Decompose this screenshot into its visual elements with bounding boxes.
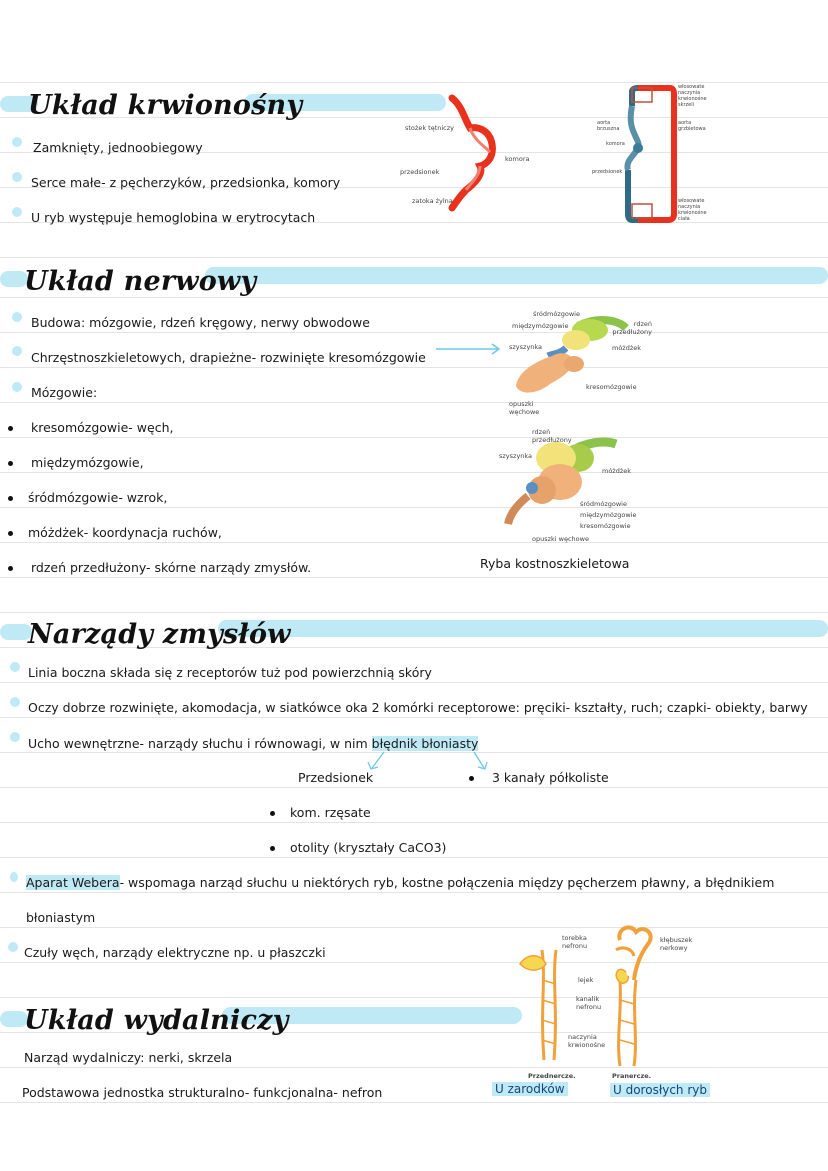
nephron-label-capsule: torebka nefronu [562, 934, 588, 950]
bullet-dot [12, 172, 22, 182]
label-body-capillaries: włosowate naczynia krwionośne ciała [678, 198, 707, 222]
circulatory-item-2: Serce małe- z pęcherzyków, przedsionka, komory [31, 175, 341, 190]
fish-heart-diagram [440, 92, 520, 210]
shark-brain-diagram [508, 306, 628, 406]
bullet-dot [8, 942, 18, 952]
inner-ear-highlight: błędnik błoniasty [371, 736, 479, 751]
brain-part-1: kresomózgowie- węch, [31, 420, 174, 435]
nervous-item-1: Budowa: mózgowie, rdzeń kręgowy, nerwy obwodowe [31, 315, 370, 330]
title-highlight-right [218, 620, 828, 637]
brain1-label-diencephalon: międzymózgowie [512, 322, 569, 330]
weber-text: - wspomaga narząd słuchu u niektórych ryb, kostne połączenia między pęcherzem pławny, a błędnikiem [119, 875, 775, 890]
brain1-label-medulla: rdzeń przedłużony [612, 320, 652, 336]
weber-highlight: Aparat Webera [26, 875, 120, 890]
brain1-label-telencephalon: kresomózgowie [586, 383, 637, 391]
bullet-black [8, 566, 13, 571]
bullet-black [8, 426, 13, 431]
circulatory-item-1: Zamknięty, jednoobiegowy [33, 140, 203, 155]
brain1-label-cerebellum: móżdżek [612, 344, 642, 352]
bullet-dot [12, 382, 22, 392]
vestibule-item-2: otolity (kryształy CaCO3) [290, 840, 447, 855]
tag-embryo: U zarodków [492, 1082, 568, 1096]
title-highlight-right [205, 267, 828, 284]
nephron-label-pronephros: Przednercze. [528, 1072, 576, 1080]
label-circuit-atrium: przedsionek [592, 169, 623, 175]
bullet-black [270, 846, 275, 851]
section-title-circulatory: Układ krwionośny [28, 90, 303, 121]
canals-label: 3 kanały półkoliste [492, 770, 609, 785]
label-ventral-aorta: aorta brzuszna [597, 120, 620, 132]
nephron-label-funnel: lejek [578, 976, 594, 984]
brain-part-5: rdzeń przedłużony- skórne narządy zmysłów. [31, 560, 312, 575]
tag-adult: U dorosłych ryb [610, 1083, 710, 1097]
section-title-senses: Narządy zmysłów [28, 619, 291, 650]
brain1-label-pineal: szyszynka [509, 343, 543, 351]
inner-ear-text: Ucho wewnętrzne- narządy słuchu i równowagi, w nim [28, 736, 372, 751]
bullet-dot [10, 872, 18, 882]
senses-lateral-line: Linia boczna składa się z receptorów tuż pod powierzchnią skóry [28, 665, 432, 680]
senses-weber-cont: błoniastym [26, 910, 96, 925]
bullet-black [270, 811, 275, 816]
brain2-label-medulla: rdzeń przedłużony [532, 428, 572, 444]
nephron-label-mesonephros: Pranercze. [612, 1072, 652, 1080]
label-atrium: przedsionek [400, 168, 440, 176]
section-title-excretory: Układ wydalniczy [24, 1005, 289, 1036]
senses-smell: Czuły węch, narządy elektryczne np. u płaszczki [24, 945, 326, 960]
brain2-label-olfactory: opuszki węchowe [532, 535, 589, 543]
brain2-label-cerebellum: móżdżek [602, 467, 632, 475]
arrow-right-icon [436, 342, 502, 356]
bullet-dot [10, 662, 20, 672]
brain1-label-midbrain: śródmózgowie [533, 310, 580, 318]
bullet-dot [10, 732, 20, 742]
label-circuit-ventricle: komora [606, 141, 625, 147]
bullet-black [8, 531, 13, 536]
brain-part-4: móżdżek- koordynacja ruchów, [28, 525, 222, 540]
bullet-black [8, 496, 13, 501]
label-conus: stożek tętniczy [405, 124, 455, 132]
brain2-label-midbrain: śródmózgowie [580, 500, 627, 508]
branch-arrows-icon [362, 750, 492, 772]
vestibule-label: Przedsionek [298, 770, 374, 785]
brain2-label-diencephalon: międzymózgowie [580, 511, 637, 519]
section-title-nervous: Układ nerwowy [24, 266, 257, 297]
brain2-label-pineal: szyszynka [499, 452, 533, 460]
circulation-circuit-diagram [598, 86, 678, 224]
excretory-item-2: Podstawowa jednostka strukturalno- funkcjonalna- nefron [22, 1085, 383, 1100]
brain-part-2: międzymózgowie, [31, 455, 144, 470]
label-dorsal-aorta: aorta grzbietowa [678, 120, 706, 132]
bullet-dot [12, 346, 22, 356]
bony-fish-caption: Ryba kostnoszkieletowa [480, 556, 630, 571]
nervous-item-3: Mózgowie: [31, 385, 98, 400]
bullet-dot [12, 207, 22, 217]
label-ventricle: komora [505, 155, 530, 163]
bullet-black [8, 461, 13, 466]
nephron-label-tubule: kanalik nefronu [576, 995, 602, 1011]
label-gill-capillaries: włosowate naczynia krwionośne skrzeli [678, 84, 707, 108]
nephron-label-vessels: naczynia krwionośne [568, 1033, 606, 1049]
brain-part-3: śródmózgowie- wzrok, [28, 490, 168, 505]
brain2-label-telencephalon: kresomózgowie [580, 522, 631, 530]
bullet-dot [10, 697, 20, 707]
senses-weber [26, 875, 774, 891]
brain1-label-olfactory: opuszki węchowe [509, 400, 540, 416]
bullet-dot [12, 312, 22, 322]
excretory-item-1: Narząd wydalniczy: nerki, skrzela [24, 1050, 233, 1065]
nervous-item-2: Chrzęstnoszkieletowych, drapieżne- rozwinięte kresomózgowie [31, 350, 426, 365]
circulatory-item-3: U ryb występuje hemoglobina w erytrocytach [31, 210, 316, 225]
nephron-label-glomerulus: kłębuszek nerkowy [660, 936, 693, 952]
senses-eyes: Oczy dobrze rozwinięte, akomodacja, w siatkówce oka 2 komórki receptorowe: pręciki- kształty, ruch; czapki- obiekty, barwy [28, 700, 808, 715]
bullet-black [469, 776, 474, 781]
label-sinus: zatoka żylna [412, 197, 453, 205]
bullet-dot [12, 137, 22, 147]
vestibule-item-1: kom. rzęsate [290, 805, 371, 820]
